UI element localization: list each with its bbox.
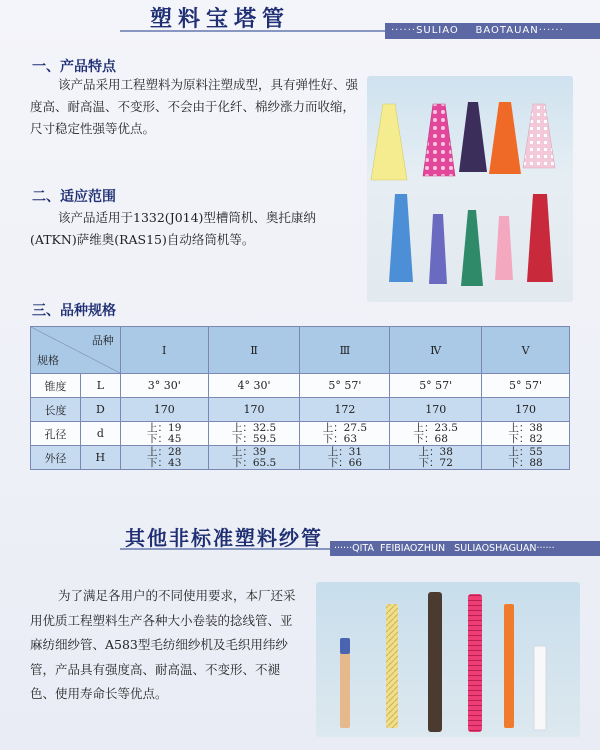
header-variety-label: 品种 [91, 334, 114, 347]
lower-value: 下：82 [508, 432, 543, 445]
table-cell [482, 422, 570, 446]
table-cell: 3° 30' [120, 374, 208, 398]
table-corner-cell [31, 327, 121, 374]
features-text: 该产品采用工程塑料为原料注塑成型，具有弹性好、强度高、耐高温、不变形、不会由于化纤、棉纱涨力而收缩，尺寸稳定性强等优点。 [30, 77, 359, 136]
section-heading-specs: 三、品种规格 [32, 303, 116, 319]
upper-value: 上：55 [508, 445, 543, 458]
row-name: 孔径 [31, 422, 81, 446]
table-cell [482, 446, 570, 470]
lower-value: 下：45 [147, 432, 182, 445]
table-row [31, 374, 570, 398]
secondary-title-pinyin-band: ······QITA FEIBIAOZHUN SULIAOSHAGUAN······ [330, 541, 600, 556]
secondary-title: 其他非标准塑料纱管 [125, 526, 323, 550]
cone-tubes-illustration [367, 76, 573, 302]
lower-value: 下：63 [322, 432, 358, 445]
specification-table [30, 326, 570, 470]
column-header: Ⅲ [300, 327, 390, 374]
table-row [31, 398, 570, 422]
column-header: Ⅴ [482, 327, 570, 374]
upper-value: 上：19 [147, 421, 182, 434]
scope-text: 该产品适用于1332(J014)型槽筒机、奥托康纳(ATKN)萨维奥(RAS15)自动络筒机等。 [30, 210, 316, 247]
page-title: 塑料宝塔管 [150, 6, 291, 32]
column-header: Ⅱ [208, 327, 300, 374]
table-cell: 4° 30' [208, 374, 300, 398]
table-cell [390, 446, 482, 470]
yarn-tubes-photo [316, 582, 580, 737]
yarn-tubes-illustration [316, 582, 580, 737]
section-heading-scope: 二、适应范围 [32, 189, 116, 205]
table-cell: 170 [482, 398, 570, 422]
row-symbol: D [80, 398, 120, 422]
row-symbol: H [80, 446, 120, 470]
table-cell: 5° 57' [482, 374, 570, 398]
table-row [31, 446, 570, 470]
row-name: 长度 [31, 398, 81, 422]
table-header-row [31, 327, 570, 374]
upper-value: 上：28 [147, 445, 182, 458]
table-cell: 170 [390, 398, 482, 422]
section-heading-features: 一、产品特点 [32, 59, 116, 75]
table-cell: 5° 57' [390, 374, 482, 398]
table-cell: 5° 57' [300, 374, 390, 398]
table-cell [300, 422, 390, 446]
table-cell: 170 [208, 398, 300, 422]
upper-value: 上：38 [508, 421, 543, 434]
header-spec-label: 规格 [37, 354, 59, 367]
table-cell [208, 422, 300, 446]
upper-value: 上：32.5 [231, 421, 277, 434]
cone-tubes-photo [367, 76, 573, 302]
upper-value: 上：27.5 [322, 421, 368, 434]
table-row [31, 422, 570, 446]
lower-value: 下：59.5 [231, 432, 277, 445]
lower-value: 下：68 [413, 432, 448, 445]
lower-value: 下：43 [147, 456, 182, 469]
table-cell [390, 422, 482, 446]
lower-value: 下：66 [327, 456, 363, 469]
column-header: Ⅰ [120, 327, 208, 374]
row-name: 外径 [31, 446, 81, 470]
lower-value: 下：72 [418, 456, 453, 469]
row-symbol: L [80, 374, 120, 398]
lower-value: 下：65.5 [231, 456, 277, 469]
nonstandard-tubes-text: 为了满足各用户的不同使用要求，本厂还采用优质工程塑料生产各种大小卷装的捻线管、亚麻纺细纱管、A583型毛纺细纱机及毛织用纬纱管，产品具有强度高、耐高温、不变形、不褪色、使用寿命长等优点。 [30, 588, 296, 701]
table-cell: 172 [300, 398, 390, 422]
upper-value: 上：38 [418, 445, 453, 458]
table-cell [120, 422, 208, 446]
row-name: 锥度 [31, 374, 81, 398]
upper-value: 上：39 [231, 445, 267, 458]
title-pinyin-band: ······SULIAO BAOTAUAN······ [385, 23, 600, 39]
table-cell: 170 [120, 398, 208, 422]
lower-value: 下：88 [508, 456, 543, 469]
column-header: Ⅳ [390, 327, 482, 374]
upper-value: 上：31 [327, 445, 363, 458]
row-symbol: d [80, 422, 120, 446]
table-cell [300, 446, 390, 470]
upper-value: 上：23.5 [413, 421, 458, 434]
table-cell [208, 446, 300, 470]
table-cell [120, 446, 208, 470]
